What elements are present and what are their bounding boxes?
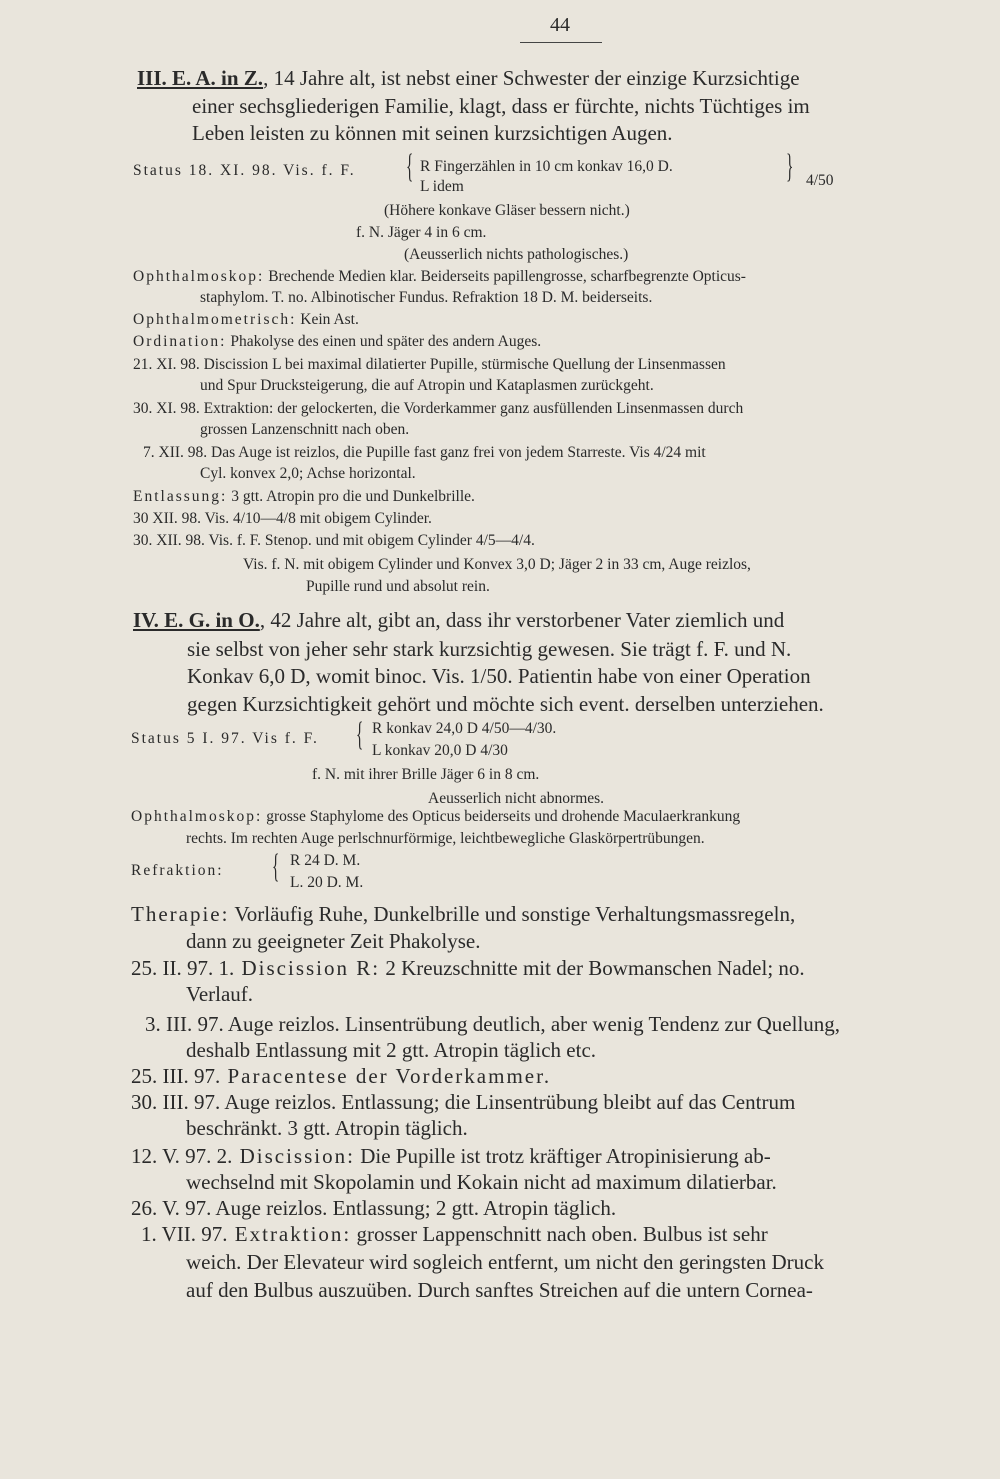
case3-status-right: R Fingerzählen in 10 cm konkav 16,0 D. — [420, 158, 673, 175]
case4-entry-2-line-2: deshalb Entlassung mit 2 gtt. Atropin täglich etc. — [186, 1038, 597, 1062]
case4-intro-text-1: , 42 Jahre alt, gibt an, dass ihr verstorbener Vater ziemlich und — [259, 608, 785, 632]
case4-heading: IV. E. G. in O. — [133, 608, 260, 632]
case3-entry-3-line-2: Cyl. konvex 2,0; Achse horizontal. — [200, 465, 416, 482]
case4-therapie-line-2: dann zu geeigneter Zeit Phakolyse. — [186, 929, 481, 953]
case4-refraktion-brace: { — [272, 848, 280, 885]
case4-entry-1-line-1: 25. II. 97. 1. Discission R: 2 Kreuzschnitte mit der Bowmanschen Nadel; no. — [131, 956, 805, 980]
case4-entry-5-line-1: 12. V. 97. 2. Discission: Die Pupille ist trotz kräftiger Atropinisierung ab- — [131, 1144, 771, 1168]
case3-entry-5: 30. XII. 98. Vis. f. F. Stenop. und mit obigem Cylinder 4/5—4/4. — [133, 532, 535, 549]
case3-fn: f. N. Jäger 4 in 6 cm. — [356, 224, 487, 241]
case3-entlassung: Entlassung: 3 gtt. Atropin pro die und Dunkelbrille. — [133, 488, 475, 505]
case3-entry-6-line-1: Vis. f. N. mit obigem Cylinder und Konvex 3,0 D; Jäger 2 in 33 cm, Auge reizlos, — [243, 556, 751, 573]
case3-ophth-label: Ophthalmoskop: — [133, 268, 265, 285]
case3-ordination: Ordination: Phakolyse des einen und später des andern Auges. — [133, 333, 542, 350]
case3-hoehere: (Höhere konkave Gläser bessern nicht.) — [384, 202, 630, 219]
case4-entry-2-line-1: 3. III. 97. Auge reizlos. Linsentrübung deutlich, aber wenig Tendenz zur Quellung, — [145, 1012, 841, 1036]
case3-status-left: L idem — [420, 178, 464, 195]
case3-intro-line-2: einer sechsgliederigen Familie, klagt, dass er fürchte, nichts Tüchtiges im — [192, 94, 810, 118]
case3-status-brace-right: } — [786, 148, 794, 185]
case4-fn: f. N. mit ihrer Brille Jäger 6 in 8 cm. — [312, 766, 540, 783]
case3-ophth-line-2: staphylom. T. no. Albinotischer Fundus. Refraktion 18 D. M. beiderseits. — [200, 289, 653, 306]
case3-aeusserlich: (Aeusserlich nichts pathologisches.) — [404, 246, 629, 263]
case4-ophth-line-2: rechts. Im rechten Auge perlschnurförmige, leichtbewegliche Glaskörpertrübungen. — [186, 830, 705, 847]
case3-intro-text-1: , 14 Jahre alt, ist nebst einer Schwester der einzige Kurzsichtige — [263, 66, 800, 90]
case4-refraktion-right: R 24 D. M. — [290, 852, 361, 869]
case3-entry-6-line-2: Pupille rund und absolut rein. — [306, 578, 490, 595]
case4-ophth-label: Ophthalmoskop: — [131, 808, 263, 825]
case4-refraktion-label: Refraktion: — [131, 862, 224, 879]
case3-status-value: 4/50 — [806, 172, 834, 189]
case4-ophth-line-1: Ophthalmoskop: grosse Staphylome des Opticus beiderseits und drohende Maculaerkrankung — [131, 808, 741, 825]
case3-status-brace-left: { — [406, 148, 414, 185]
case3-heading: III. E. A. in Z. — [137, 66, 264, 90]
case3-entry-3-line-1: 7. XII. 98. Das Auge ist reizlos, die Pupille fast ganz frei von jedem Starreste. Vis 4/24 mit — [143, 444, 706, 461]
case4-entry-7-line-3: auf den Bulbus auszuüben. Durch sanftes Streichen auf die untern Cornea- — [186, 1278, 813, 1302]
case3-status-label: Status 18. XI. 98. Vis. f. F. — [133, 162, 356, 179]
case4-status-left: L konkav 20,0 D 4/30 — [372, 742, 508, 759]
page-number-rule — [520, 42, 602, 43]
case4-refraktion-left: L. 20 D. M. — [290, 874, 364, 891]
case3-entry-1-line-1: 21. XI. 98. Discission L bei maximal dilatierter Pupille, stürmische Quellung der Linsenmassen — [133, 356, 726, 373]
page-number: 44 — [550, 14, 570, 36]
case4-entry-4-line-2: beschränkt. 3 gtt. Atropin täglich. — [186, 1116, 468, 1140]
case4-entry-4-line-1: 30. III. 97. Auge reizlos. Entlassung; die Linsentrübung bleibt auf das Centrum — [131, 1090, 796, 1114]
case4-entry-6: 26. V. 97. Auge reizlos. Entlassung; 2 gtt. Atropin täglich. — [131, 1196, 617, 1220]
case4-entry-5-line-2: wechselnd mit Skopolamin und Kokain nicht ad maximum dilatierbar. — [186, 1170, 777, 1194]
case4-intro-line-3: Konkav 6,0 D, womit binoc. Vis. 1/50. Patientin habe von einer Operation — [187, 664, 811, 688]
case4-status-right: R konkav 24,0 D 4/50—4/30. — [372, 720, 557, 737]
case3-ophthalmometrisch: Ophthalmometrisch: Kein Ast. — [133, 311, 359, 328]
case4-aeusserlich: Aeusserlich nicht abnormes. — [428, 790, 605, 807]
case3-entry-2-line-2: grossen Lanzenschnitt nach oben. — [200, 421, 410, 438]
case4-status-brace: { — [356, 716, 364, 753]
case4-intro-line-2: sie selbst von jeher sehr stark kurzsichtig gewesen. Sie trägt f. F. und N. — [187, 637, 792, 661]
case4-entry-3: 25. III. 97. Paracentese der Vorderkammer. — [131, 1064, 552, 1088]
case4-intro-line-1 — [133, 608, 784, 633]
case3-intro-line-3: Leben leisten zu können mit seinen kurzsichtigen Augen. — [192, 121, 673, 145]
case3-entry-2-line-1: 30. XI. 98. Extraktion: der gelockerten, die Vorderkammer ganz ausfüllenden Linsenmassen durch — [133, 400, 744, 417]
case3-intro-line-1 — [137, 66, 800, 91]
case3-ophth-line-1: Ophthalmoskop: Brechende Medien klar. Beiderseits papillengrosse, scharfbegrenzte Opticus- — [133, 268, 746, 285]
case4-entry-7-line-2: weich. Der Elevateur wird sogleich entfernt, um nicht den geringsten Druck — [186, 1250, 824, 1274]
case3-entry-1-line-2: und Spur Drucksteigerung, die auf Atropin und Kataplasmen zurückgeht. — [200, 377, 654, 394]
case4-intro-line-4: gegen Kurzsichtigkeit gehört und möchte sich event. derselben unterziehen. — [187, 692, 824, 716]
case4-status-label: Status 5 I. 97. Vis f. F. — [131, 730, 319, 747]
case4-therapie-line-1: Therapie: Vorläufig Ruhe, Dunkelbrille und sonstige Verhaltungsmassregeln, — [131, 902, 796, 926]
case3-entry-4: 30 XII. 98. Vis. 4/10—4/8 mit obigem Cylinder. — [133, 510, 432, 527]
case4-entry-7-line-1: 1. VII. 97. Extraktion: grosser Lappenschnitt nach oben. Bulbus ist sehr — [141, 1222, 768, 1246]
case4-entry-1-line-2: Verlauf. — [186, 982, 254, 1006]
